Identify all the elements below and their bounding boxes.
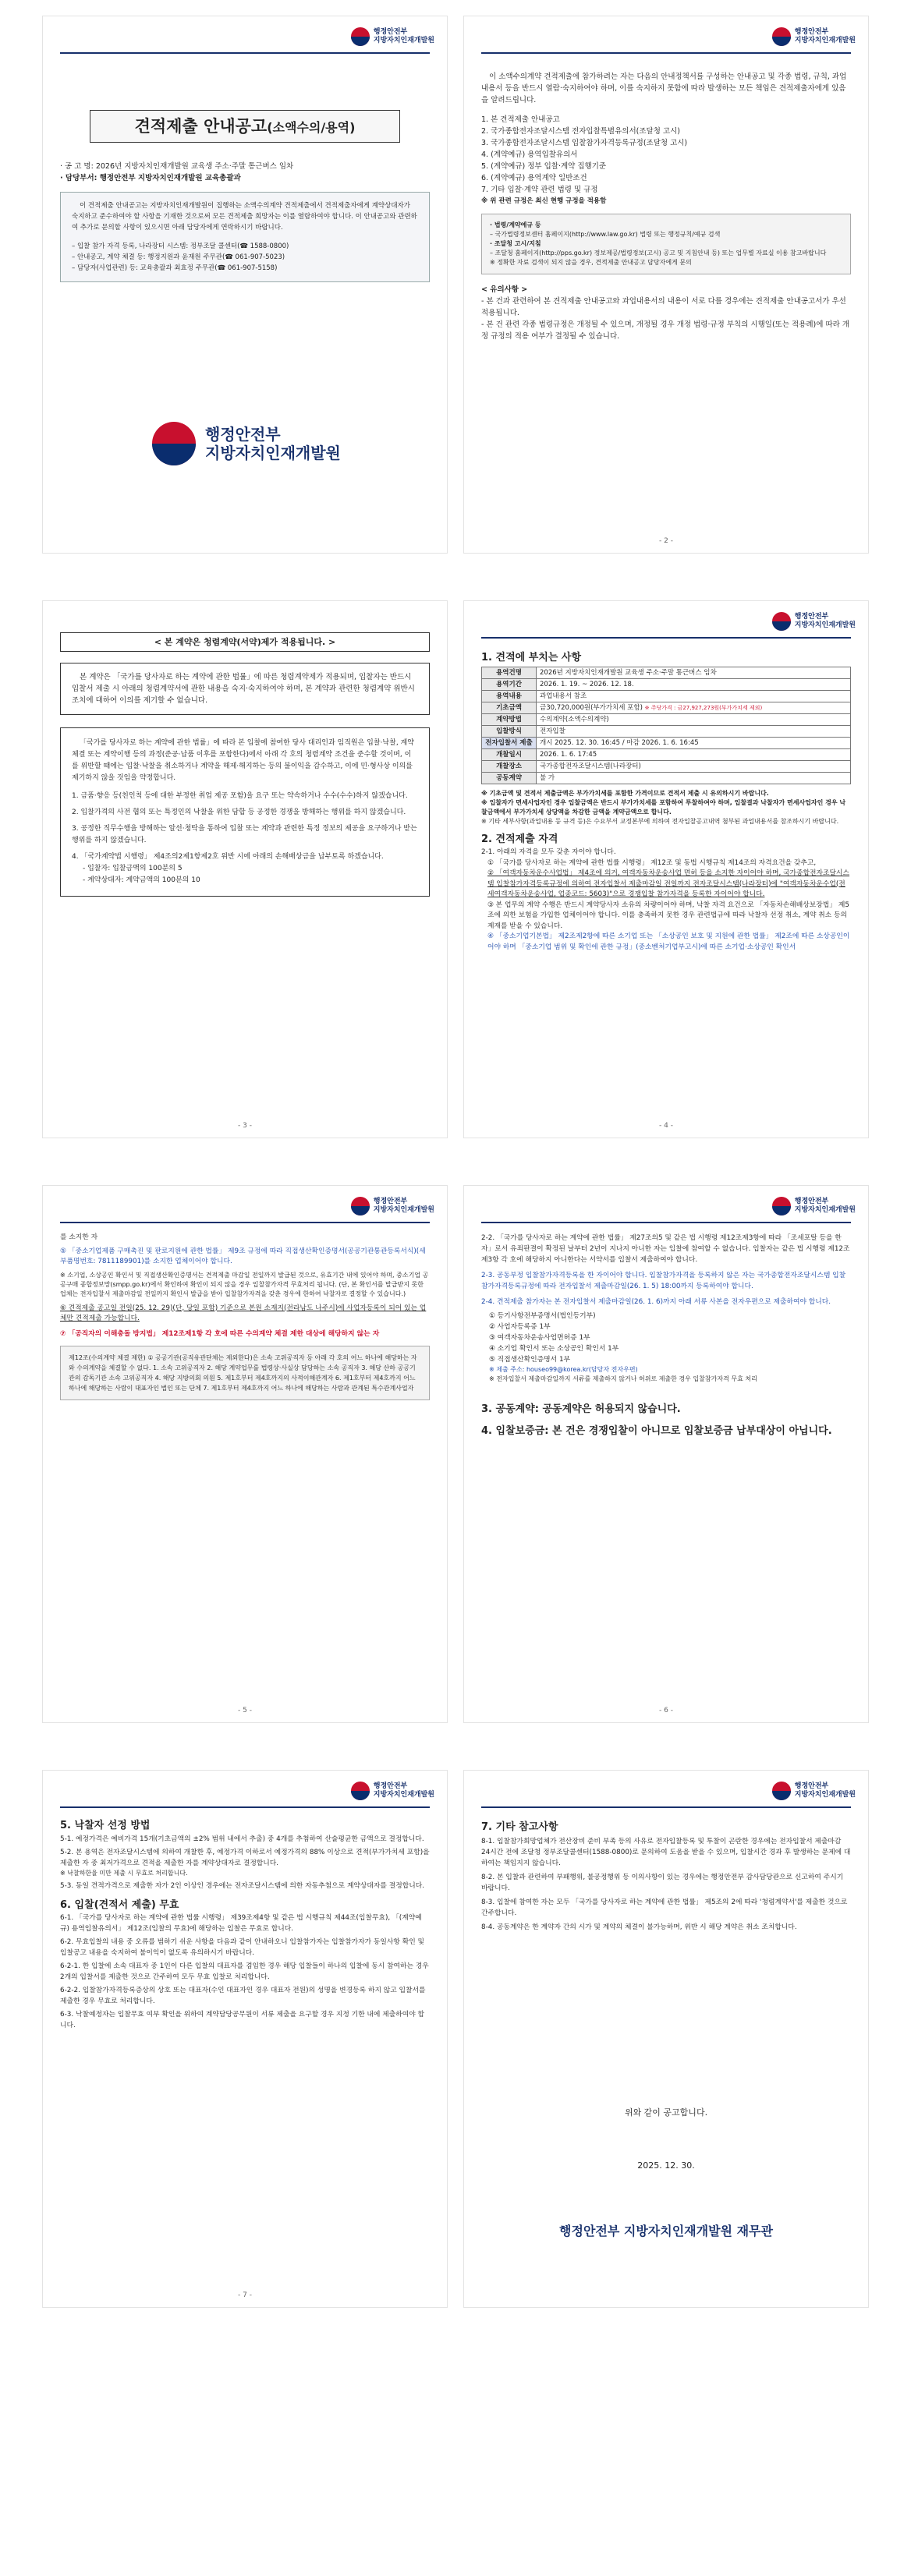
taegeuk-emblem-icon	[351, 27, 370, 46]
notice-name: · 공 고 명: 2026년 지방자치인재개발원 교육생 주소·주말 통근버스 임차	[60, 162, 294, 171]
page-7: 행정안전부 지방자치인재개발원 5. 낙찰자 선정 방법 5-1. 예정가격은 예비가격 15개(기초금액의 ±2% 범위 내에서 추출) 중 4개를 추첨하여 산술평균한 금액으로 결정합니다. 5-2. 본 용역은 전자조달시스템에 의하여 개찰한 후, 예정가격 이하로서 예정가격의 88% 이상으로 견적(부가가치세 포함)을 제출한 자 중 최저가격으로 견적을 제출한 자를 계약상대자로 결정합니다. ※ 낙찰하한율 미만 제출 시 무효로 처리합니다. 5-3. 동일 견적가격으로 제출한 자가 2인 이상인 경우에는 전자조달시스템에 의한 자동추첨으로 계약상대자를 결정합니다. 6. 입찰(견적서 제출) 무효 6-1. 「국가를 당사자로 하는 계약에 관한 법률 시행령」 제39조제4항 및 같은 법 시행규칙 제44조(입찰무효), 「(계약예규) 용역입찰유의서」 제12조(입찰의 무효)에 해당하는 입찰은 무효로 합니다. 6-2. 무효입찰의 내용 중 오류를 범하기 쉬운 사항을 다음과 같이 안내하오니 입찰참가자는 입찰참가자가 동일사항 확인 및 입찰공고 내용을 숙지하여 불이익이 없도록 유의하시기 바랍니다. 6-2-1. 한 입찰에 소속 대표자 중 1인이 다른 입찰의 대표자를 겸임한 경우 해당 입찰들이 하나의 입찰에 동시 참여하는 경우 2개의 입찰서를 제출한 것으로 간주하여 모두 무효 입찰로 처리합니다. 6-2-2. 입찰참가자격등록증상의 상호 또는 대표자(수인 대표자인 경우 대표자 전원)의 성명을 변경등록 하지 않고 입찰서를 제출한 경우 무효로 처리합니다. 6-3. 낙찰예정자는 입찰무효 여부 확인을 위하여 계약담당공무원이 서류 제출을 요구할 경우 지정 기한 내에 제출하여야 합니다. - 7 -	[42, 1770, 448, 2308]
org-name: 행정안전부 지방자치인재개발원	[373, 28, 434, 44]
page-6: 행정안전부 지방자치인재개발원 2-2. 「국가를 당사자로 하는 계약에 관한 법률」 제27조의5 및 같은 법 시행령 제12조제3항에 따라 「조세포탈 등을 한 자」로서 유죄판결이 확정된 날부터 2년이 지나지 아니한 자는 입찰에 참여할 수 없습니다. 입찰자는 같은 법 시행령 제12조 제3항 각 호에 해당하지 아니한다는 서약서를 입찰서 제출하여야 합니다. 2-3. 공동부정 입찰참가자격등록을 한 자이어야 합니다. 입찰참가자격을 등록하지 않은 자는 국가종합전자조달시스템 입찰참가자격등록규정에 따라 전자입찰서 제출마감일(26. 1. 5) 18:00까지 등록하여야 합니다. 2-4. 견적제출 참가자는 본 전자입찰서 제출마감일(26. 1. 6)까지 아래 서류 사본을 전자우편으로 제출하여야 합니다. ① 등기사항전부증명서(법인등기부) ② 사업자등록증 1부 ③ 여객자동차운송사업면허증 1부 ④ 소기업 확인서 또는 소상공인 확인서 1부 ⑤ 직접생산확인증명서 1부 ※ 제출 주소: houseo99@korea.kr(담당자 전자우편) ※ 전자입찰서 제출마감일까지 서류를 제출하지 않거나 허위로 제출한 경우 입찰참가자격 무효 처리 3. 공동계약: 공동계약은 허용되지 않습니다. 4. 입찰보증금: 본 건은 경쟁입찰이 아니므로 입찰보증금 납부대상이 아닙니다. - 6 -	[463, 1185, 869, 1723]
section-1-title: 1. 견적에 부치는 사항	[481, 652, 582, 663]
taegeuk-emblem-icon	[152, 422, 196, 465]
taegeuk-emblem-icon	[772, 1197, 791, 1215]
integrity-pledge: 「국가를 당사자로 하는 계약에 관한 법률」에 따라 본 입찰에 참여한 당사 대리인과 임직원은 입찰·낙찰, 계약체결 또는 계약이행 등의 과정(준공·납품 이후를 포함한다)에서 아래 각 호의 청렴계약 조건을 준수할 것이며, 이를 위반할 때에는 입찰·낙찰을 취소하거나 계약을 해제·해지하는 등의 불이익을 감수하고, 이에 민·형사상 이의를 제기하지 않을 것임을 약정합니다. 1. 금품·향응 등(친인척 등에 대한 부정한 취업 제공 포함)을 요구 또는 약속하거나 수수(수수)하지 않겠습니다. 2. 입찰가격의 사전 협의 또는 특정인의 낙찰을 위한 담합 등 공정한 경쟁을 방해하는 행위를 하지 않겠습니다. 3. 공정한 직무수행을 방해하는 알선·청탁을 통하여 입찰 또는 계약과 관련한 특정 정보의 제공을 요구하거나 받는 행위를 하지 않겠습니다. 4. 「국가계약법 시행령」 제4조의2제1항제2호 위반 시에 아래의 손해배상금을 납부토록 하겠습니다. - 입찰자: 입찰금액의 100분의 5 - 계약상대자: 계약금액의 100분의 10	[60, 727, 430, 897]
contact-2: – 안내공고, 계약 체결 등: 행정지원과 윤재원 주무관(☎ 061-907-5023)	[72, 253, 285, 261]
dept-name: · 담당부서: 행정안전부 지방자치인재개발원 교육총괄과	[60, 174, 241, 182]
page-8: 행정안전부 지방자치인재개발원 7. 기타 참고사항 8-1. 입찰참가희망업체가 전산장비 준비 부족 등의 사유로 전자입찰등록 및 투찰이 곤란한 경우에는 전자입찰서 제출마감 24시간 전에 조달청 정부조달콜센터(1588-0800)로 문의하여 도움을 받을 수 있으며, 입찰시간 경과 후 발생하는 문제에 대하여는 책임지지 않습니다. 8-2. 본 입찰과 관련하여 부패행위, 불공정행위 등 이의사항이 있는 경우에는 행정안전부 감사담당관으로 신고하여 주시기 바랍니다. 8-3. 입찰에 참여한 자는 모두 「국가를 당사자로 하는 계약에 관한 법률」 제5조의 2에 따라 '청렴계약서'를 제출한 것으로 간주합니다. 8-4. 공동계약은 한 계약자 간의 시가 및 계약의 체결이 불가능하며, 위반 시 해당 계약은 취소 조치합니다. 위와 같이 공고합니다. 2025. 12. 30. 행정안전부 지방자치인재개발원 재무관	[463, 1770, 869, 2308]
announce-text: 위와 같이 공고합니다.	[624, 2107, 708, 2118]
law-excerpt-box: 제12조(수의계약 체결 제한) ① 공공기관(공직유관단체는 제외한다)은 소속 고위공직자 등 아래 각 호의 어느 하나에 해당하는 자와 수의계약을 체결할 수 없다. 1. 소속 고위공직자 2. 해당 계약업무를 법령상·사실상 담당하는 소속 공직자 3. 해당 산하 공공기관의 감독기관 소속 고위공직자 4. 해당 지방의회 의원 5. 제1호부터 제4호까지의 사적이해관계자 6. 제1호부터 제4호까지 어느 하나에 해당하는 사람이 대표자인 법인 또는 단체 7. 제1호부터 제4호까지 어느 하나에 해당하는 사람과 관계된 특수관계사업자	[60, 1346, 430, 1400]
header-logo	[351, 27, 434, 46]
taegeuk-emblem-icon	[772, 1782, 791, 1800]
quote-info-table: 용역건명 2026년 지방자치인재개발원 교육생 주소·주말 통근버스 임차 용역기간 2026. 1. 19. ~ 2026. 12. 18. 용역내용 과업내용서 참조 기초금액 금30,720,000원(부가가치세 포함) ※ 주당가격 : 금27,927,273원(부가가치세 제외) 계약방법 수의계약(소액수의계약) 입찰방식 전자입찰 전자입찰서 제출 개시 2025. 12. 30. 16:45 / 마감 2026. 1. 6. 16:45 개찰일시 2026. 1. 6. 17:45 개찰장소 국가종합전자조달시스템(나라장터) 공동계약 불 가	[481, 667, 851, 784]
contact-3: – 담당자(사업관련) 등: 교육총괄과 최효정 주무관(☎ 061-907-5158)	[72, 264, 278, 272]
taegeuk-emblem-icon	[772, 612, 791, 631]
page-2: 행정안전부 지방자치인재개발원 이 소액수의계약 견적제출에 참가하려는 자는 다음의 안내정책서를 구성하는 안내공고 및 각종 법령, 규칙, 과업내용서 등을 반드시 열람·숙지하여야 하며, 이를 숙지하지 못함에 따라 발생하는 모든 책임은 견적제출자에게 있음을 알려드립니다. 1. 본 견적제출 안내공고 2. 국가종합전자조달시스템 전자입찰특별유의서(조달청 고시) 3. 국가종합전자조달시스템 입찰참가자격등록규정(조달청 고시) 4. (계약예규) 용역입찰유의서 5. (계약예규) 정부 입찰·계약 집행기준 6. (계약예규) 용역계약 일반조건 7. 기타 입찰·계약 관련 법령 및 규정 ※ 위 관련 규정은 최신 현행 규정을 적용함 · 법령/계약예규 등 – 국가법령정보센터 홈페이지(http://www.law.go.kr) 법령 또는 행정규칙/예규 검색 · 조달청 고시/지침 – 조달청 홈페이지(http://pps.go.kr) 정보제공/법령정보(고시) 공고 및 지침안내 등) 또는 업무별 자료실 이용 참고바랍니다 ※ 정확한 자료 검색이 되지 않을 경우, 견적제출 안내공고 담당자에게 문의 < 유의사항 > - 본 건과 관련하여 본 견적제출 안내공고와 과업내용서의 내용이 서로 다를 경우에는 견적제출 안내공고서가 우선 적용됩니다. - 본 건 관련 각종 법령규정은 개정될 수 있으며, 개정될 경우 개정 법령·규정 부칙의 시행일(또는 적용례)에 따라 개정 규정의 적용 여부가 결정될 수 있습니다. - 2 -	[463, 16, 869, 554]
page-5: 행정안전부 지방자치인재개발원 를 소지한 자 ⑤ 「중소기업제품 구매촉진 및 판로지원에 관한 법률」 제9조 규정에 따라 직접생산확인증명서(공공기관통관등록서식)(세부품명번호: 7811189901)를 소지한 업체이어야 합니다. ※ 소기업, 소상공인 확인서 및 직접생산확인증명서는 견적제출 마감일 전일까지 발급된 것으로, 유효기간 내에 있어야 하며, 중소기업 공공구매 종합정보망(smpp.go.kr)에서 확인하여 확인이 되지 않을 경우 입찰참가자격 무효처리 됩니다. (단, 본 확인서를 발급받지 못한 업체는 전자입찰서 제출마감일 전일까지 확인서 발급을 받아 입찰참가자격을 갖춘 경우에 한하여 낙찰자로 결정할 수 있습니다.) ⑥ 견적제출 공고일 전일(25. 12. 29)(단, 당일 포함) 기준으로 본원 소재지(전라남도 나주시)에 사업자등록이 되어 있는 업체만 견적제출 가능합니다. ⑦ 「공직자의 이해충돌 방지법」 제12조제1항 각 호에 따른 수의계약 체결 제한 대상에 해당하지 않는 자 제12조(수의계약 체결 제한) ① 공공기관(공직유관단체는 제외한다)은 소속 고위공직자 등 아래 각 호의 어느 하나에 해당하는 자와 수의계약을 체결할 수 없다. 1. 소속 고위공직자 2. 해당 계약업무를 법령상·사실상 담당하는 소속 공직자 3. 해당 산하 공공기관의 감독기관 소속 고위공직자 4. 해당 지방의회 의원 5. 제1호부터 제4호까지의 사적이해관계자 6. 제1호부터 제4호까지 어느 하나에 해당하는 사람이 대표자인 법인 또는 단체 7. 제1호부터 제4호까지 어느 하나에 해당하는 사람과 관계된 특수관계사업자 - 5 -	[42, 1185, 448, 1723]
intro-text: 이 소액수의계약 견적제출에 참가하려는 자는 다음의 안내정책서를 구성하는 안내공고 및 각종 법령, 규칙, 과업내용서 등을 반드시 열람·숙지하여야 하며, 이를 숙지하지 못함에 따라 발생하는 모든 책임은 견적제출자에게 있음을 알려드립니다.	[481, 73, 847, 104]
section-2-title: 2. 견적제출 자격	[481, 833, 558, 845]
taegeuk-emblem-icon	[351, 1197, 370, 1215]
taegeuk-emblem-icon	[772, 27, 791, 46]
page-4: 행정안전부 지방자치인재개발원 1. 견적에 부치는 사항 용역건명 2026년 지방자치인재개발원 교육생 주소·주말 통근버스 임차 용역기간 2026. 1. 19. ~ 2026. 12. 18. 용역내용 과업내용서 참조 기초금액 금30,720,000원(부가가치세 포함) ※ 주당가격 : 금27,927,273원(부가가치세 제외) 계약방법 수의계약(소액수의계약) 입찰방식 전자입찰 전자입찰서 제출 개시 2025. 12. 30. 16:45 / 마감 2026. 1. 6. 16:45 개찰일시 2026. 1. 6. 17:45 개찰장소 국가종합전자조달시스템(나라장터) 공동계약 불 가 ※ 기초금액 및 견적서 제출금액은 부가가치세를 포함한 가격이므로 견적서 제출 시 유의하시기 바랍니다. ※ 입찰자가 면세사업자인 경우 입찰금액은 반드시 부가가치세를 포함하여 투찰하여야 하며, 입찰결과 낙찰자가 면세사업자인 경우 낙찰금액에서 부가가치세 상당액을 차감한 금액을 계약금액으로 합니다. ※ 기타 세부사항(과업내용 등 규격 등)은 수요부서 교정본부에 의하여 전자입찰공고내역 첨부된 과업내용서를 참조하시기 바랍니다. 2. 견적제출 자격 2-1. 아래의 자격을 모두 갖춘 자이야 합니다. ① 「국가를 당사자로 하는 계약에 관한 법률 시행령」 제12조 및 동법 시행규칙 제14조의 자격요건을 갖추고, ② 「여객자동차운수사업법」 제4조에 의거, 여객자동차운송사업 면허 등을 소지한 자이어야 하며, 국가종합전자조달시스템 입찰참가자격등록규정에 의하여 전자입찰서 제출마감일 전일까지 전자조달시스템(나라장터)에 "여객자동차운수업(전세여객자동차운송사업, 업종코드: 5603)"으로 경쟁입찰 참가자격을 등록한 자이어야 합니다. ③ 본 업무의 계약 수행은 반드시 계약당사자 소유의 차량이어야 하며, 낙찰 자격 요건으로 「자동차손해배상보장법」 제5조에 의한 보험을 가입한 업체이어야 합니다. 이를 충족하지 못한 경우 관련법규에 따라 낙찰자 선정 취소, 계약 취소 등의 제재를 받을 수 있습니다. ④ 「중소기업기본법」 제2조제2항에 따른 소기업 또는 「소상공인 보호 및 지원에 관한 법률」 제2조에 따른 소상공인이어야 하며 「중소기업 범위 및 확인에 관한 규정」(중소벤처기업부고시)에 따른 소기업·소상공인 확인서 - 4 -	[463, 600, 869, 1138]
contact-1: – 입찰 참가 자격 등록, 나라장터 시스템: 정부조달 콜센터(☎ 1588-0800)	[72, 242, 289, 250]
signatory: 행정안전부 지방자치인재개발원 재무관	[559, 2224, 773, 2238]
info-box: 이 견적제출 안내공고는 지방자치인재개발원이 집행하는 소액수의계약 견적제출에서 견적제출자에게 계약상대자가 숙지하고 준수하여야 할 사항을 기재한 것으로써 모든 견적제출 희망자는 이를 열람하여야 합니다. 이 안내공고와 관련하여 추가로 문의할 사항이 있으시면 아래 담당자에게 연락하시기 바랍니다. – 입찰 참가 자격 등록, 나라장터 시스템: 정부조달 콜센터(☎ 1588-0800) – 안내공고, 계약 체결 등: 행정지원과 윤재원 주무관(☎ 061-907-5023) – 담당자(사업관련) 등: 교육총괄과 최효정 주무관(☎ 061-907-5158)	[60, 192, 430, 282]
reference-box: · 법령/계약예규 등 – 국가법령정보센터 홈페이지(http://www.law.go.kr) 법령 또는 행정규칙/예규 검색 · 조달청 고시/지침 – 조달청 홈페이지(http://pps.go.kr) 정보제공/법령정보(고시) 공고 및 지침안내 등) 또는 업무별 자료실 이용 참고바랍니다 ※ 정확한 자료 검색이 되지 않을 경우, 견적제출 안내공고 담당자에게 문의	[481, 214, 851, 274]
page-3: < 본 계약은 청렴계약(서약)제가 적용됩니다. > 본 계약은 「국가를 당사자로 하는 계약에 관한 법률」에 따른 청렴계약제가 적용되며, 입찰자는 반드시 입찰서 제출 시 아래의 청렴계약서에 관한 내용을 숙지·숙지하여야 하며, 본 계약과 관련한 청렴계약 위반시 조치에 대하여 이의를 제기할 수 없습니다. 「국가를 당사자로 하는 계약에 관한 법률」에 따라 본 입찰에 참여한 당사 대리인과 임직원은 입찰·낙찰, 계약체결 또는 계약이행 등의 과정(준공·납품 이후를 포함한다)에서 아래 각 호의 청렴계약 조건을 준수할 것이며, 이를 위반할 때에는 입찰·낙찰을 취소하거나 계약을 해제·해지하는 등의 불이익을 감수하고, 이에 민·형사상 이의를 제기하지 않을 것임을 약정합니다. 1. 금품·향응 등(친인척 등에 대한 부정한 취업 제공 포함)을 요구 또는 약속하거나 수수(수수)하지 않겠습니다. 2. 입찰가격의 사전 협의 또는 특정인의 낙찰을 위한 담합 등 공정한 경쟁을 방해하는 행위를 하지 않겠습니다. 3. 공정한 직무수행을 방해하는 알선·청탁을 통하여 입찰 또는 계약과 관련한 특정 정보의 제공을 요구하거나 받는 행위를 하지 않겠습니다. 4. 「국가계약법 시행령」 제4조의2제1항제2호 위반 시에 아래의 손해배상금을 납부토록 하겠습니다. - 입찰자: 입찰금액의 100분의 5 - 계약상대자: 계약금액의 100분의 10 - 3 -	[42, 600, 448, 1138]
footer-logo: 행정안전부 지방자치인재개발원	[152, 422, 341, 465]
page-title: 견적제출 안내공고(소액수의/용역)	[90, 110, 400, 143]
integrity-heading: < 본 계약은 청렴계약(서약)제가 적용됩니다. >	[60, 632, 430, 652]
announce-date: 2025. 12. 30.	[637, 2160, 695, 2171]
taegeuk-emblem-icon	[351, 1782, 370, 1800]
page-1	[42, 16, 448, 554]
notes-title: < 유의사항 >	[481, 285, 528, 294]
